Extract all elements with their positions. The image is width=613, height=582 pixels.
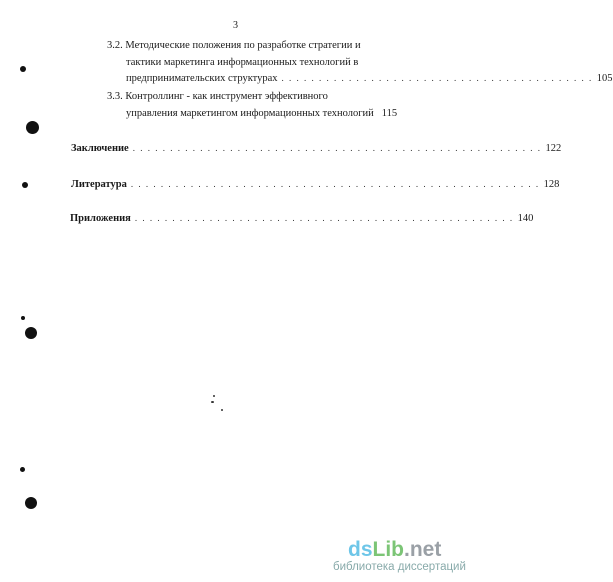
toc-literature-page: 128 [543,179,560,190]
toc-3-3-text-line1: Контроллинг - как инструмент эффективного [125,91,328,102]
scan-mark-dot [22,182,28,188]
scan-speck [221,409,223,411]
toc-appendices-leader: . . . . . . . . . . . . . . . . . . . . . . . . . . . . . . . . . . . . . . . . . . . . . . . . . . . [134,213,514,223]
dslib-caption: библиотека диссертаций [333,561,466,573]
binder-hole-dot [26,121,39,134]
toc-3-3-line1 [107,91,328,103]
dslib-logo-net: .net [404,538,442,561]
toc-appendices-page: 140 [517,213,534,224]
toc-literature-entry [71,178,560,191]
toc-3-2-entry [126,72,613,85]
toc-3-2-line1 [107,40,361,52]
toc-3-3-text-line2: управления маркетингом информационных технологий [126,108,374,119]
toc-literature-leader: . . . . . . . . . . . . . . . . . . . . . . . . . . . . . . . . . . . . . . . . . . . . . . . . . . . . . . . [130,179,540,189]
scan-speck [211,401,214,403]
toc-appendices-title: Приложения [70,213,131,224]
toc-3-2-leader: . . . . . . . . . . . . . . . . . . . . . . . . . . . . . . . . . . . . . . . . . . [281,73,593,83]
toc-conclusion-page: 122 [545,143,562,154]
scan-mark-dot [21,316,25,320]
toc-3-3-number: 3.3. [107,91,123,102]
scan-mark-dot [20,467,25,472]
toc-conclusion-leader: . . . . . . . . . . . . . . . . . . . . . . . . . . . . . . . . . . . . . . . . . . . . . . . . . . . . . . . [132,143,542,153]
toc-3-2-text-line2: тактики маркетинга информационных технологий в [126,57,359,68]
binder-hole-dot [25,497,37,509]
page-number: 3 [233,20,238,31]
toc-3-2-page: 105 [596,73,613,84]
toc-3-3-page: 115 [381,108,398,119]
dslib-logo [348,538,441,562]
toc-3-2-text-line3: предпринимательских структурах [126,73,278,84]
scan-speck [213,395,215,397]
scan-mark-dot [20,66,26,72]
dslib-logo-ds: ds [348,538,373,561]
toc-3-3-entry [126,107,398,120]
toc-literature-title: Литература [71,179,127,190]
dslib-logo-lib: Lib [372,538,405,561]
toc-3-2-text-line1: Методические положения по разработке стратегии и [125,40,361,51]
toc-3-2-number: 3.2. [107,40,123,51]
toc-conclusion-entry [71,142,562,155]
toc-appendices-entry [70,212,534,225]
toc-conclusion-title: Заключение [71,143,129,154]
binder-hole-dot [25,327,37,339]
